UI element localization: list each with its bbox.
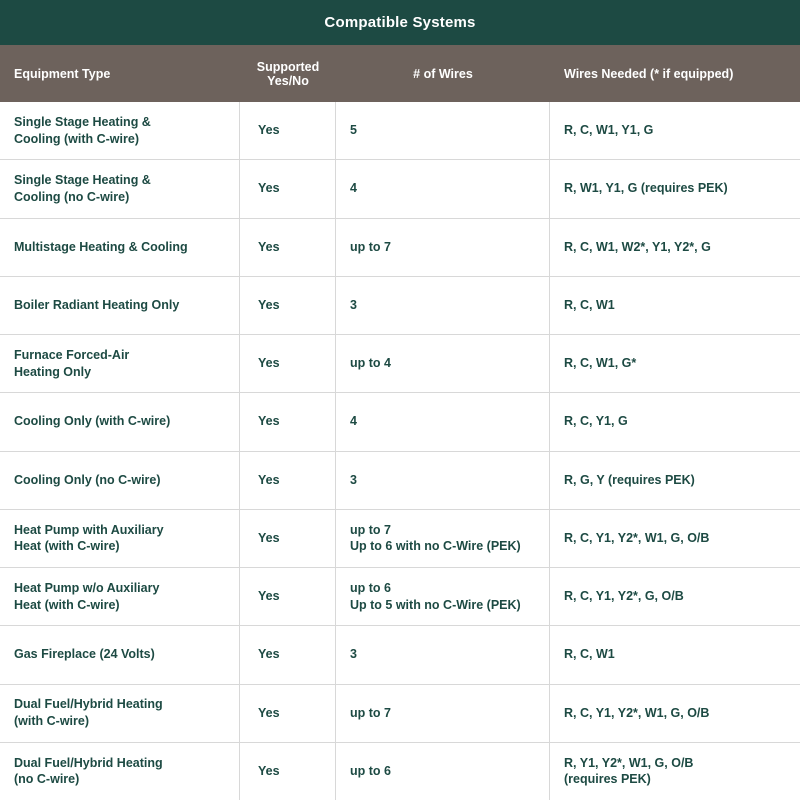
cell-wires-needed-line: R, C, Y1, Y2*, G, O/B (564, 589, 684, 604)
cell-equipment-type (0, 219, 240, 276)
cell-wire-count-line: Up to 5 with no C-Wire (PEK) (350, 597, 521, 612)
cell-wires-needed (550, 219, 800, 276)
table-row (0, 452, 800, 510)
cell-wire-count-line: 4 (350, 414, 357, 429)
cell-equipment-type (0, 743, 240, 800)
cell-supported-line: Yes (258, 589, 280, 604)
cell-wire-count-line: 4 (350, 181, 357, 196)
cell-wire-count-line: 5 (350, 123, 357, 138)
cell-supported-line: Yes (258, 356, 280, 371)
cell-supported-line: Yes (258, 647, 280, 662)
cell-wire-count-line: up to 6 (350, 580, 391, 595)
cell-wires-needed (550, 626, 800, 683)
cell-supported (240, 743, 336, 800)
cell-equipment-type-line: Dual Fuel/Hybrid Heating (14, 697, 163, 712)
cell-equipment-type-line: Dual Fuel/Hybrid Heating (14, 755, 163, 770)
cell-wire-count-line: up to 7 (350, 705, 391, 720)
cell-supported-line: Yes (258, 239, 280, 254)
cell-supported (240, 393, 336, 450)
cell-supported-line: Yes (258, 181, 280, 196)
cell-supported (240, 219, 336, 276)
cell-wire-count-line: 3 (350, 472, 357, 487)
cell-wire-count (336, 743, 550, 800)
cell-supported-line: Yes (258, 123, 280, 138)
cell-supported-line: Yes (258, 530, 280, 545)
cell-equipment-type (0, 452, 240, 509)
cell-equipment-type (0, 393, 240, 450)
cell-wires-needed (550, 335, 800, 392)
cell-supported (240, 626, 336, 683)
cell-equipment-type (0, 335, 240, 392)
cell-equipment-type-line: Single Stage Heating & (14, 114, 151, 129)
cell-equipment-type-line: Heat Pump w/o Auxiliary (14, 580, 160, 595)
table-row (0, 102, 800, 160)
cell-wires-needed (550, 277, 800, 334)
cell-supported (240, 335, 336, 392)
cell-equipment-type (0, 510, 240, 567)
table-row (0, 510, 800, 568)
cell-wire-count (336, 393, 550, 450)
table-row (0, 277, 800, 335)
cell-wires-needed-line: R, C, W1, Y1, G (564, 123, 654, 138)
cell-supported-line: Yes (258, 297, 280, 312)
cell-equipment-type-line: Single Stage Heating & (14, 173, 151, 187)
cell-wire-count-line: up to 6 (350, 763, 391, 778)
cell-equipment-type-line: Cooling (with C-wire) (14, 131, 139, 146)
cell-wire-count (336, 219, 550, 276)
cell-wire-count-line: up to 4 (350, 356, 391, 371)
table-body (0, 102, 800, 800)
cell-wire-count (336, 160, 550, 217)
cell-supported (240, 160, 336, 217)
cell-wires-needed (550, 743, 800, 800)
cell-wire-count (336, 568, 550, 625)
cell-equipment-type-line: Boiler Radiant Heating Only (14, 297, 180, 312)
cell-wires-needed (550, 685, 800, 742)
cell-wire-count-line: Up to 6 with no C-Wire (PEK) (350, 539, 521, 554)
cell-wires-needed (550, 160, 800, 217)
cell-supported-line: Yes (258, 705, 280, 720)
cell-supported-line: Yes (258, 414, 280, 429)
cell-equipment-type-line: Heating Only (14, 364, 92, 379)
cell-equipment-type-line: Cooling (no C-wire) (14, 189, 130, 204)
cell-wire-count-line: 3 (350, 647, 357, 662)
cell-wire-count (336, 452, 550, 509)
cell-wires-needed (550, 102, 800, 159)
cell-wires-needed-line: R, C, Y1, Y2*, W1, G, O/B (564, 705, 710, 720)
cell-equipment-type (0, 568, 240, 625)
cell-wires-needed-line: R, C, W1, G* (564, 356, 637, 371)
table-title: Compatible Systems (0, 0, 800, 45)
cell-equipment-type-line: Multistage Heating & Cooling (14, 239, 188, 254)
cell-wires-needed-line: R, C, W1 (564, 647, 615, 662)
cell-equipment-type-line: (no C-wire) (14, 772, 80, 787)
table-row (0, 743, 800, 800)
cell-equipment-type-line: Heat (with C-wire) (14, 539, 120, 554)
cell-wires-needed-line: R, C, W1 (564, 297, 615, 312)
cell-wire-count (336, 102, 550, 159)
cell-equipment-type-line: Cooling Only (with C-wire) (14, 414, 171, 429)
cell-wire-count (336, 277, 550, 334)
cell-wire-count-line: up to 7 (350, 522, 391, 537)
cell-supported (240, 102, 336, 159)
column-header-wire-count: # of Wires (413, 66, 473, 81)
cell-equipment-type (0, 685, 240, 742)
cell-supported (240, 452, 336, 509)
cell-equipment-type-line: Gas Fireplace (24 Volts) (14, 647, 155, 662)
cell-wire-count (336, 335, 550, 392)
cell-wires-needed-line: R, Y1, Y2*, W1, G, O/B (564, 755, 694, 770)
table-header-row (0, 45, 800, 102)
cell-equipment-type (0, 626, 240, 683)
cell-supported (240, 510, 336, 567)
cell-supported (240, 685, 336, 742)
cell-wires-needed-line: R, W1, Y1, G (requires PEK) (564, 181, 728, 196)
cell-wires-needed-line: R, C, Y1, Y2*, W1, G, O/B (564, 530, 710, 545)
table-row (0, 393, 800, 451)
table-row (0, 219, 800, 277)
column-header-supported: Supported Yes/No (256, 59, 320, 88)
cell-equipment-type-line: Furnace Forced-Air (14, 347, 130, 362)
cell-wire-count (336, 510, 550, 567)
cell-wires-needed-line: R, C, W1, W2*, Y1, Y2*, G (564, 239, 711, 254)
cell-wires-needed (550, 393, 800, 450)
cell-wire-count-line: up to 7 (350, 239, 391, 254)
table-row (0, 685, 800, 743)
cell-equipment-type-line: Heat (with C-wire) (14, 597, 120, 612)
cell-wires-needed (550, 510, 800, 567)
cell-wire-count (336, 685, 550, 742)
cell-wires-needed (550, 452, 800, 509)
cell-wires-needed (550, 568, 800, 625)
cell-equipment-type (0, 102, 240, 159)
cell-wires-needed-line: (requires PEK) (564, 772, 651, 787)
cell-equipment-type (0, 277, 240, 334)
cell-supported-line: Yes (258, 472, 280, 487)
cell-wire-count-line: 3 (350, 297, 357, 312)
cell-wires-needed-line: R, C, Y1, G (564, 414, 628, 429)
table-row (0, 335, 800, 393)
cell-wire-count (336, 626, 550, 683)
cell-equipment-type-line: (with C-wire) (14, 714, 89, 729)
table-row (0, 568, 800, 626)
cell-equipment-type-line: Heat Pump with Auxiliary (14, 522, 164, 537)
column-header-equipment-type: Equipment Type (14, 66, 111, 81)
cell-supported-line: Yes (258, 763, 280, 778)
cell-wires-needed-line: R, G, Y (requires PEK) (564, 472, 695, 487)
cell-supported (240, 277, 336, 334)
cell-supported (240, 568, 336, 625)
table-row (0, 160, 800, 218)
column-header-wires-needed: Wires Needed (* if equipped) (564, 66, 734, 81)
cell-equipment-type (0, 160, 240, 217)
table-row (0, 626, 800, 684)
cell-equipment-type-line: Cooling Only (no C-wire) (14, 472, 161, 487)
